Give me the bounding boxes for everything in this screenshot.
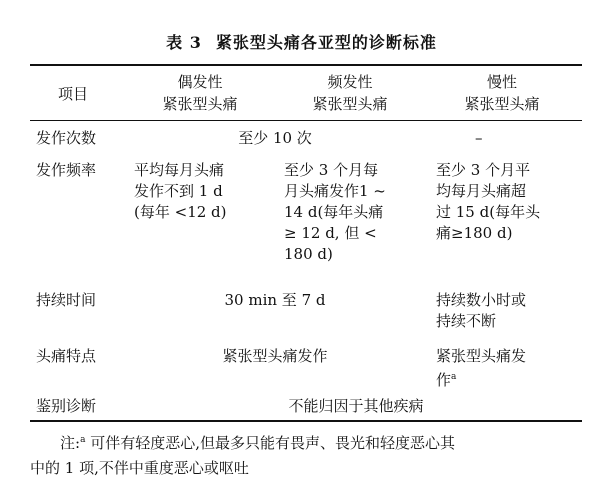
- attacks-shared: 至少 10 次: [238, 129, 312, 147]
- row-label-attacks: 发作次数: [36, 129, 97, 147]
- header-item: 项目: [58, 85, 89, 103]
- frequency-frequent-line: 至少 3 个月每: [284, 161, 379, 179]
- attacks-chronic: –: [475, 129, 483, 147]
- features-chronic-superscript: a: [451, 372, 457, 382]
- frequency-episodic-line: (每年 <12 d): [134, 203, 227, 221]
- duration-chronic-line: 持续不断: [436, 312, 497, 330]
- row-label-features: 头痛特点: [36, 347, 97, 365]
- table-title: [0, 30, 603, 53]
- row-label-frequency: 发作频率: [36, 161, 97, 179]
- features-shared: 紧张型头痛发作: [222, 347, 328, 365]
- bottom-rule: [30, 420, 582, 422]
- header-episodic-line2: 紧张型头痛: [162, 95, 238, 113]
- footnote-prefix: 注:: [60, 434, 81, 452]
- frequency-chronic-line: 过 15 d(每年头: [436, 203, 541, 221]
- frequency-chronic-line: 至少 3 个月平: [436, 161, 531, 179]
- differential-shared: 不能归因于其他疾病: [288, 397, 424, 415]
- duration-shared: 30 min 至 7 d: [224, 291, 326, 309]
- top-rule: [30, 64, 582, 66]
- header-rule: [30, 120, 582, 121]
- table-caption: 紧张型头痛各亚型的诊断标准: [215, 33, 437, 52]
- footnote-superscript: a: [80, 435, 86, 445]
- frequency-frequent-line: 月头痛发作1 ~: [284, 182, 386, 200]
- table-number: 表 3: [166, 33, 202, 52]
- footnote-text-line1: 可伴有轻度恶心,但最多只能有畏声、畏光和轻度恶心其: [85, 434, 455, 452]
- frequency-episodic-line: 发作不到 1 d: [134, 182, 223, 200]
- frequency-chronic-line: 痛≥180 d): [436, 224, 513, 242]
- header-episodic-line1: 偶发性: [177, 73, 223, 91]
- footnote-text-line2: 中的 1 项,不伴中重度恶心或呕吐: [30, 459, 249, 477]
- header-chronic-line2: 紧张型头痛: [464, 95, 540, 113]
- duration-chronic-line: 持续数小时或: [436, 291, 527, 309]
- footnote-line2: [30, 452, 582, 484]
- row-label-duration: 持续时间: [36, 291, 97, 309]
- features-chronic-line2: [436, 367, 456, 390]
- frequency-chronic-line: 均每月头痛超: [436, 182, 527, 200]
- features-chronic-text: 作: [436, 371, 452, 389]
- frequency-episodic-line: 平均每月头痛: [134, 161, 225, 179]
- row-label-differential: 鉴别诊断: [36, 397, 97, 415]
- features-chronic-line1: 紧张型头痛发: [436, 347, 527, 365]
- frequency-frequent-line: 14 d(每年头痛: [284, 203, 384, 221]
- header-chronic-line1: 慢性: [486, 73, 517, 91]
- header-frequent-line1: 频发性: [327, 73, 373, 91]
- frequency-frequent-line: 180 d): [284, 245, 333, 263]
- header-frequent-line2: 紧张型头痛: [312, 95, 388, 113]
- frequency-frequent-line: ≥ 12 d, 但 <: [284, 224, 377, 242]
